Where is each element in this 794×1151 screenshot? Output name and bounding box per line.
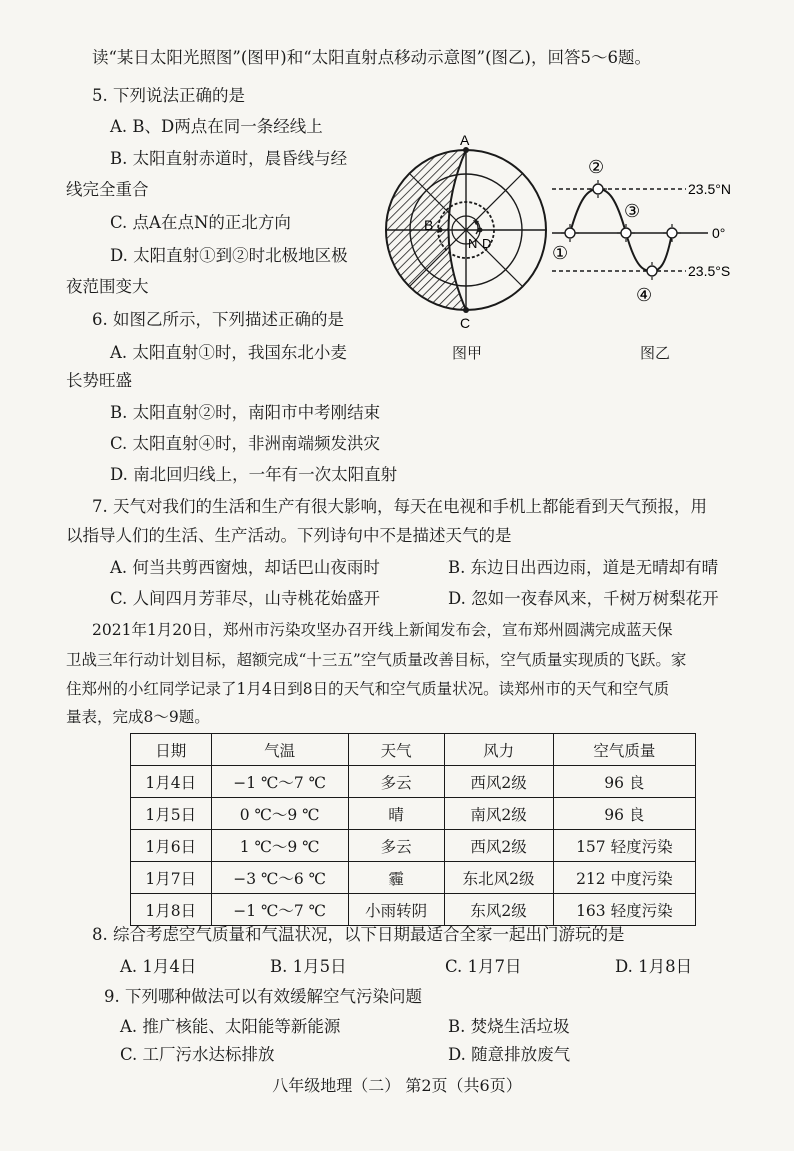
fig-jia-label-c: C	[460, 315, 471, 330]
figure-yi-caption: 图乙	[640, 344, 671, 362]
cell-air-quality: 96 良	[553, 766, 695, 798]
passage-line-4: 量表，完成8～9题。	[66, 708, 210, 726]
header-temperature: 气温	[211, 734, 348, 766]
q8-option-a: A. 1月4日	[120, 957, 197, 976]
header-air-quality: 空气质量	[553, 734, 695, 766]
q8-option-b: B. 1月5日	[270, 957, 347, 976]
cell-air-quality: 212 中度污染	[553, 862, 695, 894]
fig-jia-label-n: N	[468, 236, 478, 251]
q7-option-d: D. 忽如一夜春风来，千树万树梨花开	[448, 589, 719, 608]
figure-yi-subsolar-migration	[548, 155, 758, 305]
q8-option-d: D. 1月8日	[615, 957, 693, 976]
fig-yi-lat-south: 23.5°S	[688, 263, 731, 279]
q9-option-b: B. 焚烧生活垃圾	[448, 1017, 570, 1036]
cell-temperature: 0 ℃～9 ℃	[211, 798, 348, 830]
q8-stem: 8. 综合考虑空气质量和气温状况，以下日期最适合全家一起出门游玩的是	[92, 925, 625, 944]
passage-line-1: 2021年1月20日，郑州市污染攻坚办召开线上新闻发布会，宣布郑州圆满完成蓝天保	[92, 621, 673, 639]
header-wind: 风力	[444, 734, 553, 766]
cell-wind: 东风2级	[444, 894, 553, 926]
header-date: 日期	[131, 734, 212, 766]
cell-weather: 霾	[348, 862, 444, 894]
q5-stem: 5. 下列说法正确的是	[92, 86, 245, 105]
fig-jia-label-d: D	[482, 236, 492, 251]
cell-air-quality: 96 良	[553, 798, 695, 830]
page-footer: 八年级地理（二） 第2页（共6页）	[272, 1076, 522, 1095]
q6-option-b: B. 太阳直射②时，南阳市中考刚结束	[110, 403, 381, 422]
q7-stem-2: 以指导人们的生活、生产活动。下列诗句中不是描述天气的是	[66, 526, 512, 545]
cell-air-quality: 157 轻度污染	[553, 830, 695, 862]
q9-option-c: C. 工厂污水达标排放	[120, 1045, 275, 1064]
passage-line-3: 住郑州的小红同学记录了1月4日到8日的天气和空气质量状况。读郑州市的天气和空气质	[66, 680, 670, 698]
q5-option-b-cont: 线完全重合	[66, 180, 149, 199]
table-row	[131, 830, 696, 862]
q6-option-a-cont: 长势旺盛	[66, 371, 132, 390]
cell-weather: 小雨转阴	[348, 894, 444, 926]
fig-jia-label-b: B	[424, 217, 434, 233]
cell-temperature: −3 ℃～6 ℃	[211, 862, 348, 894]
figure-jia-sunlight-diagram	[376, 130, 556, 330]
q9-stem: 9. 下列哪种做法可以有效缓解空气污染问题	[104, 987, 422, 1006]
header-weather: 天气	[348, 734, 444, 766]
q9-option-a: A. 推广核能、太阳能等新能源	[120, 1017, 341, 1036]
table-row	[131, 894, 696, 926]
cell-weather: 多云	[348, 766, 444, 798]
fig-jia-label-a: A	[460, 132, 470, 148]
cell-weather: 晴	[348, 798, 444, 830]
cell-date: 1月6日	[131, 830, 212, 862]
fig-yi-point-1: ①	[552, 243, 569, 264]
fig-yi-lat-zero: 0°	[712, 225, 726, 241]
q7-option-a: A. 何当共剪西窗烛，却话巴山夜雨时	[110, 558, 380, 577]
fig-yi-point-3: ③	[624, 201, 641, 222]
cell-temperature: 1 ℃～9 ℃	[211, 830, 348, 862]
q5-option-c: C. 点A在点N的正北方向	[110, 213, 291, 232]
table-row	[131, 798, 696, 830]
q7-stem-1: 7. 天气对我们的生活和生产有很大影响，每天在电视和手机上都能看到天气预报，用	[92, 497, 707, 516]
cell-date: 1月7日	[131, 862, 212, 894]
passage-line-2: 卫战三年行动计划目标，超额完成“十三五”空气质量改善目标，空气质量实现质的飞跃。家	[66, 651, 687, 669]
q5-option-d: D. 太阳直射①到②时北极地区极	[110, 246, 348, 265]
q6-option-a: A. 太阳直射①时，我国东北小麦	[110, 343, 347, 362]
cell-weather: 多云	[348, 830, 444, 862]
q5-option-b: B. 太阳直射赤道时，晨昏线与经	[110, 149, 348, 168]
cell-date: 1月4日	[131, 766, 212, 798]
q7-option-b: B. 东边日出西边雨，道是无晴却有晴	[448, 558, 719, 577]
cell-temperature: −1 ℃～7 ℃	[211, 766, 348, 798]
cell-wind: 南风2级	[444, 798, 553, 830]
q6-option-c: C. 太阳直射④时，非洲南端频发洪灾	[110, 434, 381, 453]
fig-yi-point-4: ④	[636, 285, 653, 305]
q9-option-d: D. 随意排放废气	[448, 1045, 571, 1064]
cell-date: 1月8日	[131, 894, 212, 926]
fig-yi-point-2: ②	[588, 157, 605, 178]
cell-wind: 西风2级	[444, 830, 553, 862]
q5-option-a: A. B、D两点在同一条经线上	[110, 117, 323, 136]
q6-option-d: D. 南北回归线上，一年有一次太阳直射	[110, 465, 398, 484]
q8-option-c: C. 1月7日	[445, 957, 522, 976]
intro-5-6: 读“某日太阳光照图”(图甲)和“太阳直射点移动示意图”(图乙)，回答5～6题。	[92, 48, 651, 67]
cell-wind: 西风2级	[444, 766, 553, 798]
fig-yi-lat-north: 23.5°N	[688, 181, 731, 197]
table-row	[131, 766, 696, 798]
cell-wind: 东北风2级	[444, 862, 553, 894]
weather-air-quality-table	[130, 733, 696, 926]
figure-jia-caption: 图甲	[452, 344, 483, 362]
q7-option-c: C. 人间四月芳菲尽，山寺桃花始盛开	[110, 589, 381, 608]
table-row	[131, 862, 696, 894]
q5-option-d-cont: 夜范围变大	[66, 277, 149, 296]
q6-stem: 6. 如图乙所示，下列描述正确的是	[92, 310, 344, 329]
cell-date: 1月5日	[131, 798, 212, 830]
table-header-row	[131, 734, 696, 766]
cell-temperature: −1 ℃～7 ℃	[211, 894, 348, 926]
cell-air-quality: 163 轻度污染	[553, 894, 695, 926]
